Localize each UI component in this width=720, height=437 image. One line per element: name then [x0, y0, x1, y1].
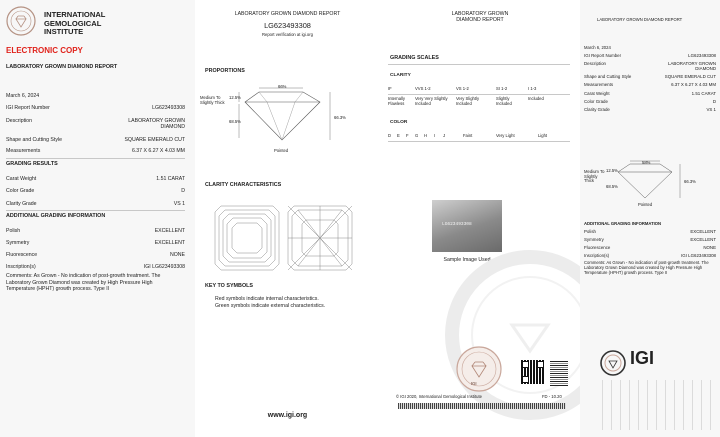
gold-seal-icon: [456, 346, 502, 392]
clarity-plot-crown: [215, 206, 279, 270]
side-table-percent: 58%: [642, 160, 651, 165]
side-crown-percent: 12.5%: [606, 168, 618, 173]
side-stub-panel: LABORATORY GROWN DIAMOND REPORT March 6, 2024 IGI Report Number LG623493308 Description LABORATORY GROWN DIAMOND Shape and Cutting Style SQUARE EMERALD CUT Measurements 6.37 X 6.27 X 4.03 MM Carat Weight 1.51 CARAT Color Grade D Clarity Grade VS 1 58% 12.5% 68.5% 66.3% Medium To Slightly Thick Pointed ADDITIONAL GRADING INFORMATION Polish EXCELLENT Symmetry EXCELLENT Fluorescence NONE Inscription(s) IGI LG623493308 Comments: As Grown - No indication of post-growth treatment. The Laboratory Grown Diamond was created by High Pressure High Temperature (HPHT) growth process. Type II IGI: [580, 0, 720, 437]
pavilion-percent: 68.5%: [229, 119, 241, 124]
side-comments: Comments: As Grown - No indication of post-growth treatment. The Laboratory Grown Diamond was created by High Pressure High Temperature (HPHT) growth process. Type II: [584, 260, 709, 275]
sample-inscription-image: [432, 200, 502, 252]
grading-results-title: GRADING RESULTS: [6, 161, 58, 167]
website-link[interactable]: www.igi.org: [267, 412, 308, 419]
report-heading: LABORATORY GROWN DIAMOND REPORT: [6, 64, 118, 70]
key-line-external: Green symbols indicate external characteristics.: [215, 303, 326, 309]
side-heading: LABORATORY GROWN DIAMOND REPORT: [597, 17, 683, 22]
clarity-desc-row: Internally Flawless Very Very Slightly Included Very Slightly Included Slightly Included Included: [388, 96, 544, 106]
color-scale-row: D E F G H I J Faint Very Light Light: [388, 133, 548, 138]
side-depth-percent: 66.3%: [684, 179, 696, 184]
sample-caption: Sample Image Used: [443, 257, 491, 263]
additional-info-title: ADDITIONAL GRADING INFORMATION: [6, 213, 106, 219]
side-date: March 6, 2024: [584, 45, 611, 50]
side-pavilion-percent: 68.5%: [606, 184, 618, 189]
copyright-footer: © IGI 2020, International Gemological Institute: [396, 394, 482, 399]
description-row: Description LABORATORY GROWN DIAMOND: [6, 118, 185, 130]
side-description-row: Description LABORATORY GROWN DIAMOND: [584, 61, 716, 71]
institute-name: INTERNATIONAL GEMOLOGICAL INSTITUTE: [44, 10, 106, 37]
girdle-label: Medium To Slightly Thick: [200, 95, 225, 105]
culet-label: Pointed: [274, 148, 289, 153]
clarity-scale-title: CLARITY: [390, 73, 411, 78]
proportions-panel: [195, 0, 380, 437]
qr-code-icon[interactable]: [521, 360, 545, 384]
proportions-title: PROPORTIONS: [205, 68, 245, 74]
key-line-internal: Red symbols indicate internal characteristics.: [215, 296, 319, 302]
igi-logo-text: IGI: [630, 348, 655, 368]
microprint-strip: [398, 403, 566, 409]
color-scale-title: COLOR: [390, 120, 408, 125]
grading-scales-panel: [380, 0, 580, 437]
key-to-symbols-title: KEY TO SYMBOLS: [205, 283, 254, 289]
barcode-icon: [550, 360, 568, 386]
report-summary-panel: INTERNATIONAL GEMOLOGICAL INSTITUTE ELECTRONIC COPY LABORATORY GROWN DIAMOND REPORT March 6, 2024 IGI Report Number LG623493308 Description LABORATORY GROWN DIAMOND Shape and Cutting Style SQUARE EMERALD CUT Measurements 6.37 X 6.27 X 4.03 MM GRADING RESULTS Carat Weight 1.51 CARAT Color Grade D Clarity Grade VS 1 ADDITIONAL GRADING INFORMATION Polish EXCELLENT Symmetry EXCELLENT Fluorescence NONE Inscription(s) IGI LG623493308 Comments: As Grown - No indication of post-growth treatment. The Laboratory Grown Diamond was created by High Pressure High Temperature (HPHT) growth process. Type II: [0, 0, 195, 437]
clarity-grades-row: IF VVS 1-2 VS 1-2 SI 1-2 I 1-3: [388, 86, 537, 91]
side-girdle-label: Medium To Slightly Thick: [584, 169, 605, 184]
scales-heading: LABORATORY GROWN DIAMOND REPORT: [451, 11, 509, 23]
igi-logo-icon: [600, 350, 626, 376]
depth-percent: 66.3%: [334, 115, 346, 120]
vertical-print-strip: [602, 380, 714, 430]
center-heading: LABORATORY GROWN DIAMOND REPORT: [234, 11, 341, 17]
grading-scales-title: GRADING SCALES: [390, 55, 439, 61]
side-additional-title: ADDITIONAL GRADING INFORMATION: [584, 221, 662, 226]
side-culet-label: Pointed: [638, 202, 653, 207]
center-report-number: LG623493308: [264, 21, 311, 30]
form-code: FD - 10.20: [542, 394, 562, 399]
comments-text: Comments: As Grown - No indication of post-growth treatment. The Laboratory Grown Diamond was created by High Pressure High Temperature (HPHT) growth process. Type II: [6, 273, 161, 293]
sample-inscription-text: LG623493308: [442, 222, 472, 227]
igi-seal-logo-icon: [6, 6, 36, 36]
clarity-plot-pavilion: [288, 206, 352, 270]
table-percent: 66%: [278, 84, 287, 89]
verification-note: Report verification at igi.org: [262, 32, 313, 37]
crown-percent: 12.5%: [229, 95, 241, 100]
electronic-copy-label: ELECTRONIC COPY: [6, 46, 83, 55]
clarity-characteristics-title: CLARITY CHARACTERISTICS: [205, 182, 282, 188]
seal-letters: IGI: [471, 381, 477, 386]
